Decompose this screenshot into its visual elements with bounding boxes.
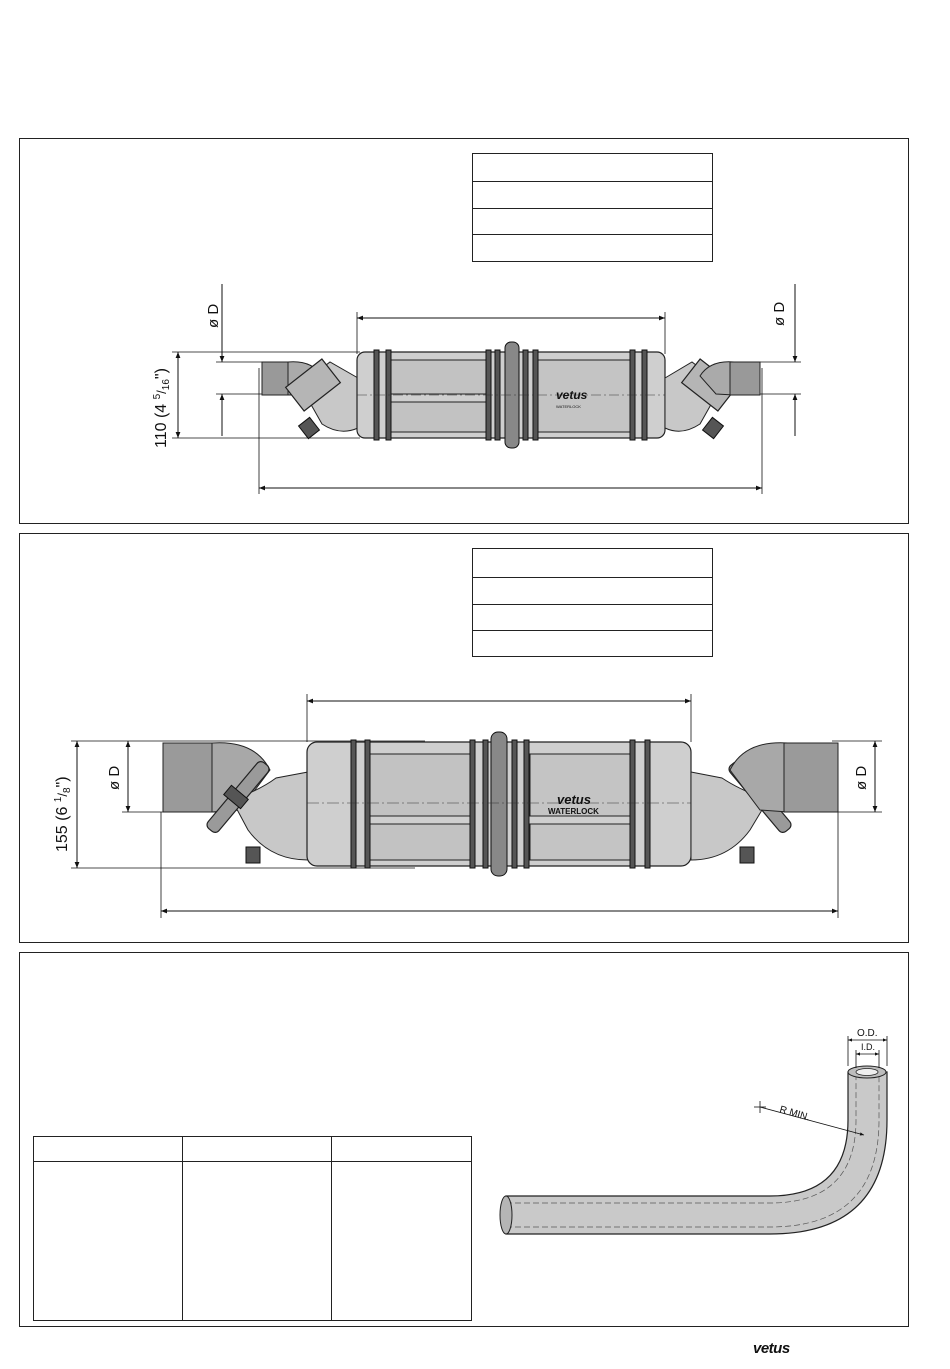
- diameter-label-left: ø D: [106, 765, 123, 790]
- height-label: 110 (4 $^5_/$16"): [152, 368, 172, 448]
- id-label: I.D.: [861, 1042, 876, 1052]
- brand-mark: vetus: [556, 388, 588, 402]
- height-label: 155 (6 $^1_/$8"): [53, 776, 73, 852]
- od-label: O.D.: [857, 1028, 878, 1039]
- vetus-logo: vetus: [753, 1340, 790, 1357]
- model-mark: WATERLOCK: [548, 807, 599, 816]
- radius-label: R MIN.: [778, 1104, 812, 1124]
- diameter-label-right: ø D: [771, 301, 788, 326]
- hose-bend: [500, 1028, 887, 1234]
- model-mark: WATERLOCK: [556, 404, 581, 409]
- diameter-label-right: ø D: [853, 765, 870, 790]
- brand-mark: vetus: [557, 792, 591, 807]
- diameter-label-left: ø D: [205, 303, 222, 328]
